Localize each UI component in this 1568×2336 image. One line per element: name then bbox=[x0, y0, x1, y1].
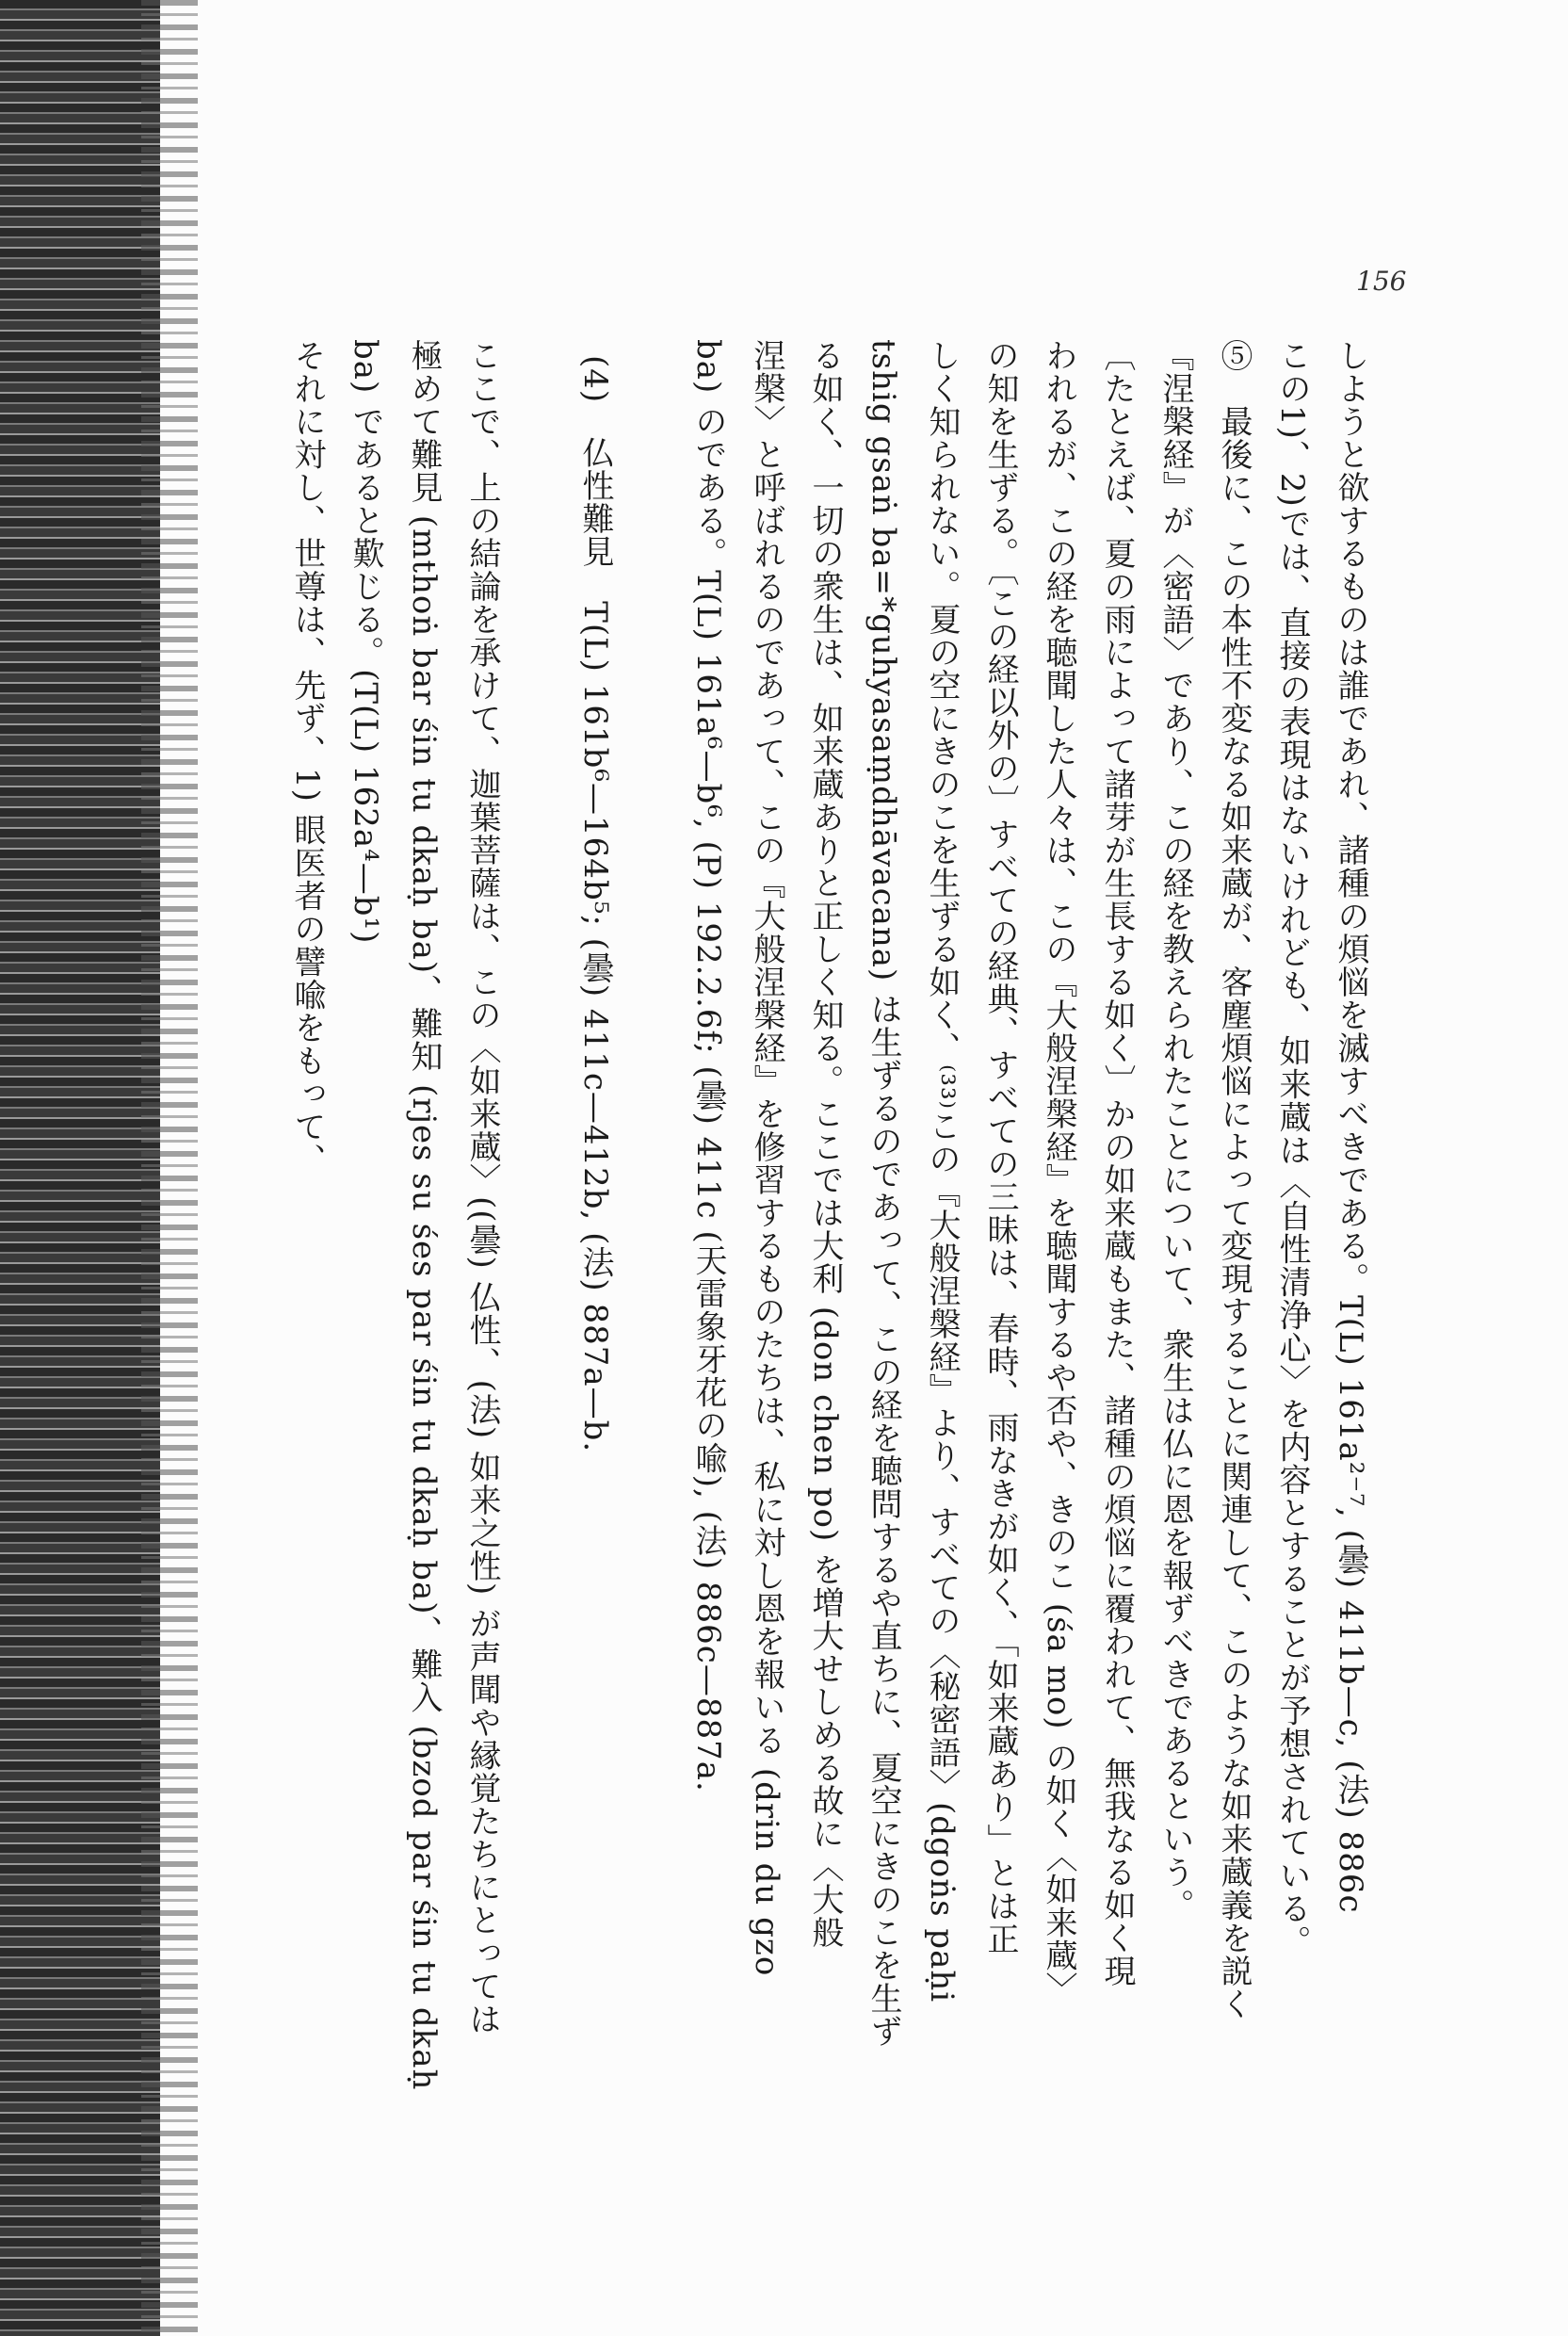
binding-shadow-edge bbox=[141, 0, 198, 2336]
section-gap bbox=[511, 339, 566, 2223]
text-line: しようと欲するものは誰であれ、諸種の煩悩を滅すべきである。T(L) 161a²⁻⁷, (曇) 411b—c, (法) 886c bbox=[1332, 339, 1369, 1914]
text-line: ba) のである。T(L) 161a⁶—b⁶, (P) 192.2.6f; (曇) 411c (天雷象牙花の喩), (法) 886c—887a. bbox=[689, 339, 727, 1793]
vertical-text-body bbox=[278, 339, 1380, 2223]
text-line: この1)、2)では、直接の表現はないけれども、如来蔵は〈自性清浄心〉を内容とすることが予想されている。 bbox=[1273, 339, 1311, 1958]
page-number: 156 bbox=[1356, 266, 1407, 297]
text-line: われるが、この経を聴聞した人々は、この『大般涅槃経』を聴聞するや否や、きのこ (śa mo) の如く〈如来蔵〉 bbox=[1040, 339, 1077, 2005]
text-line: 極めて難見 (mthoṅ bar śin tu dkaḥ ba)、難知 (rjes su śes par śin tu dkaḥ ba)、難入 (bzod par śin tu dkaḥ bbox=[405, 339, 443, 2091]
section-gap bbox=[624, 339, 679, 2223]
text-line: ba) であると歎じる。(T(L) 162a⁴—b¹) bbox=[347, 339, 384, 945]
text-line: ⑤ 最後に、この本性不変なる如来蔵が、客塵煩悩によって変現することに関連して、このような如来蔵義を説く bbox=[1215, 339, 1253, 2020]
text-line: る如く、一切の衆生は、如来蔵ありと正しく知る。ここでは大利 (don chen po) を増大せしめる故に〈大般 bbox=[806, 339, 844, 1950]
text-line: ここで、上の結論を承けて、迦葉菩薩は、この〈如来蔵〉((曇) 仏性、(法) 如来之性) が声聞や縁覚たちにとっては bbox=[463, 339, 501, 2036]
text-line: しく知られない。夏の空にきのこを生ずる如く、⁽³³⁾この『大般涅槃経』より、すべての〈秘密語〉(dgoṅs paḥi bbox=[923, 339, 961, 2003]
binding-shadow bbox=[0, 0, 160, 2336]
text-line: 〔たとえば、夏の雨によって諸芽が生長する如く〕かの如来蔵もまた、諸種の煩悩に覆われて、無我なる如く現 bbox=[1098, 339, 1136, 1987]
section-heading: (4) 仏性難見 T(L) 161b⁶—164b⁵; (曇) 411c—412b, (法) 887a—b. bbox=[576, 355, 614, 1453]
text-line: 『涅槃経』が〈密語〉であり、この経を教えられたことについて、衆生は仏に恩を報ずべきであるという。 bbox=[1156, 339, 1194, 1922]
text-line: の知を生ずる。〔この経以外の〕すべての経典、すべての三昧は、春時、雨なきが如く、「如来蔵あり」とは正 bbox=[981, 339, 1019, 1955]
text-line: tshig gsaṅ ba=*guhyasaṃdhāvacana) は生ずるのであって、この経を聴問するや直ちに、夏空にきのこを生ず bbox=[865, 339, 902, 2049]
text-line: 涅槃〉と呼ばれるのであって、この『大般涅槃経』を修習するものたちは、私に対し恩を報いる (drin du gzo bbox=[748, 339, 785, 1977]
text-line: それに対し、世尊は、先ず、1) 眼医者の譬喩をもって、 bbox=[288, 339, 326, 1176]
